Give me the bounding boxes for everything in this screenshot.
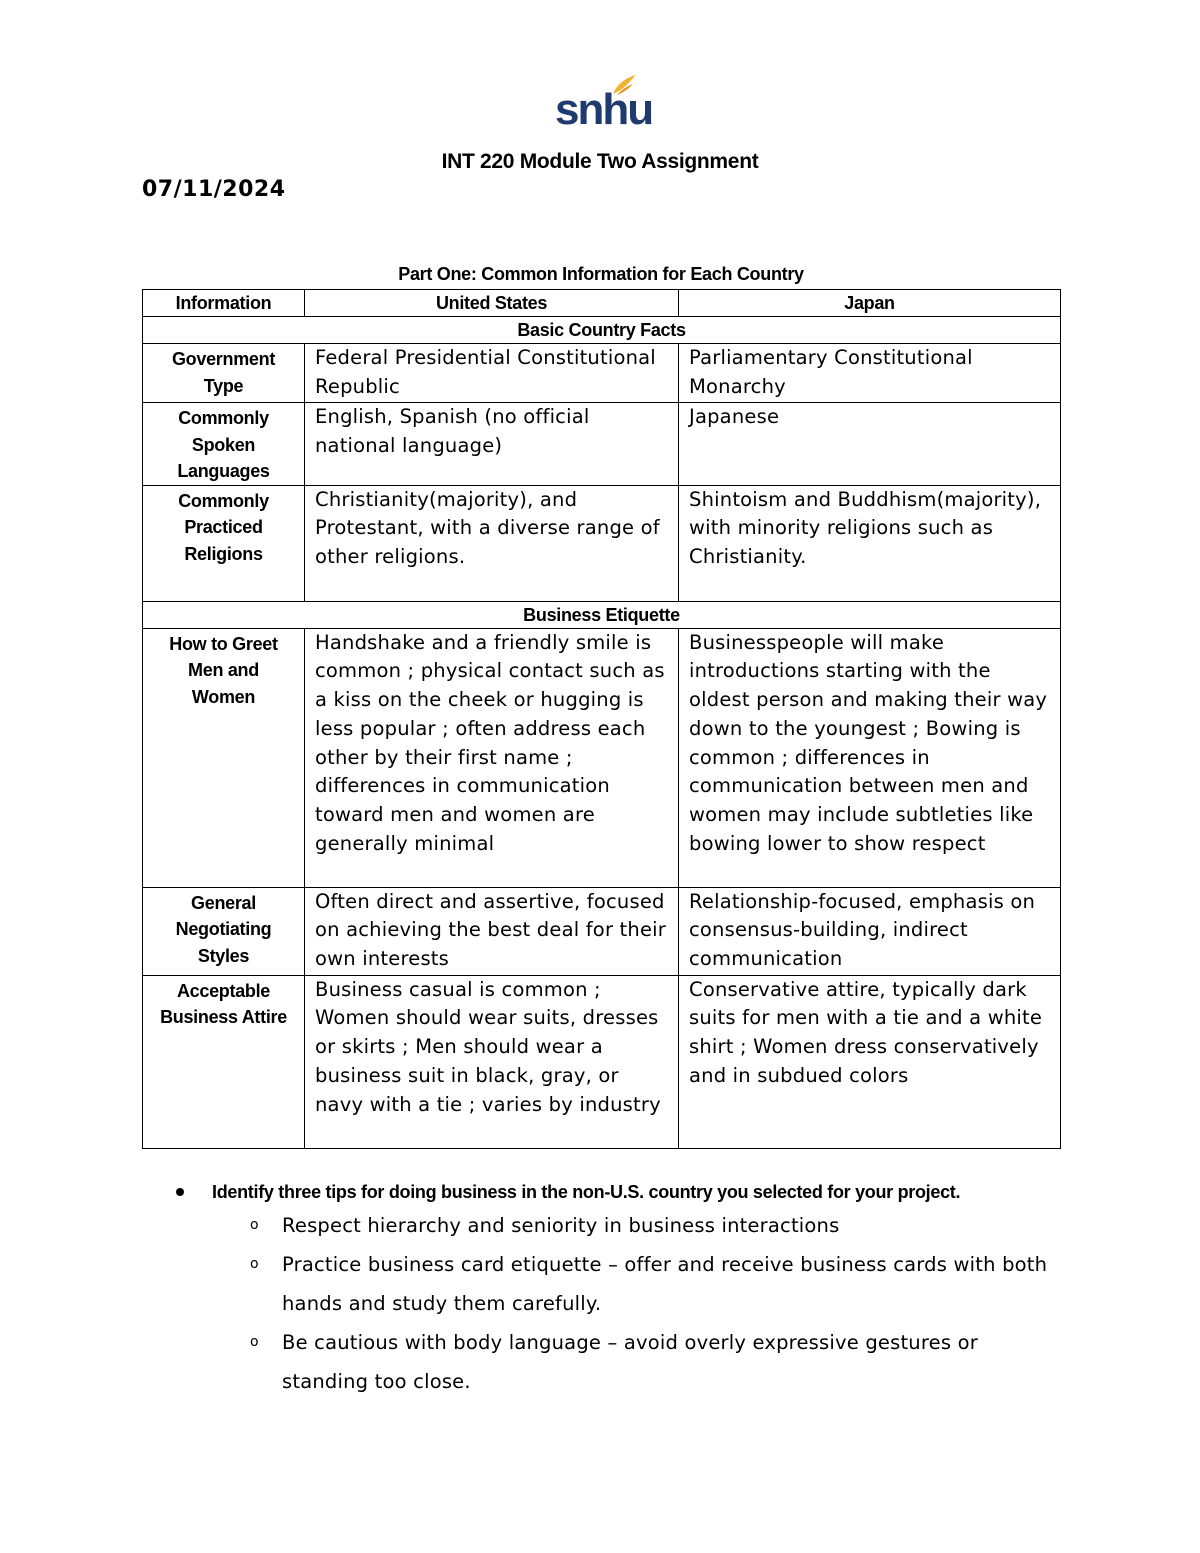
- japan-value: Conservative attire, typically dark suits for men with a tie and a white shirt ; Women dress conservatively and in subdued colors: [679, 975, 1061, 1148]
- page-title: INT 220 Module Two Assignment: [441, 150, 759, 173]
- row-label: General Negotiating Styles: [143, 887, 305, 975]
- table-row: [143, 887, 1061, 975]
- row-label: Commonly Spoken Languages: [143, 403, 305, 486]
- us-value: Often direct and assertive, focused on achieving the best deal for their own interests: [305, 887, 679, 975]
- row-label: Government Type: [143, 344, 305, 403]
- table-row: [143, 403, 1061, 486]
- tip-text: Respect hierarchy and seniority in business interactions: [282, 1214, 840, 1237]
- japan-value: Relationship-focused, emphasis on consensus-building, indirect communication: [679, 887, 1061, 975]
- us-value: Christianity(majority), and Protestant, with a diverse range of other religions.: [305, 485, 679, 601]
- column-header-united-states: United States: [305, 290, 679, 317]
- logo-wordmark: snhu: [555, 85, 653, 134]
- table-row: [143, 344, 1061, 403]
- sub-bullet-icon: o: [250, 1217, 259, 1233]
- row-label: How to Greet Men and Women: [143, 628, 305, 887]
- tip-text: Practice business card etiquette – offer and receive business cards with both hands and study them carefully.: [282, 1253, 1048, 1315]
- us-value: English, Spanish (no official national language): [305, 403, 679, 486]
- document-date: 07/11/2024: [142, 177, 286, 202]
- section-row-basic-country-facts: [143, 317, 1061, 344]
- tips-list: [170, 1206, 1070, 1401]
- japan-value: Businesspeople will make introductions starting with the oldest person and making their way down to the youngest ; Bowing is common ; differences in communication between men and women may include subtleties like bowing lower to show respect: [679, 628, 1061, 887]
- sub-bullet-icon: o: [250, 1256, 259, 1272]
- list-item: [170, 1245, 1070, 1323]
- table-header-row: [143, 290, 1061, 317]
- section-title: Business Etiquette: [143, 601, 1061, 628]
- bullet-icon: [176, 1188, 184, 1196]
- tips-section: [170, 1178, 1070, 1401]
- list-item: [170, 1206, 1070, 1245]
- tip-text: Be cautious with body language – avoid overly expressive gestures or standing too close.: [282, 1331, 978, 1393]
- snhu-logo: [555, 74, 653, 134]
- tips-prompt: [170, 1178, 1070, 1206]
- tips-prompt-text: Identify three tips for doing business in the non-U.S. country you selected for your project.: [212, 1182, 961, 1202]
- table-row: [143, 975, 1061, 1148]
- us-value: Federal Presidential Constitutional Republic: [305, 344, 679, 403]
- table-caption: Part One: Common Information for Each Country: [398, 264, 804, 284]
- row-label: Acceptable Business Attire: [143, 975, 305, 1148]
- japan-value: Shintoism and Buddhism(majority), with minority religions such as Christianity.: [679, 485, 1061, 601]
- us-value: Handshake and a friendly smile is common ; physical contact such as a kiss on the cheek or hugging is less popular ; often address each other by their first name ; differences in communication toward men and women are generally minimal: [305, 628, 679, 887]
- column-header-japan: Japan: [679, 290, 1061, 317]
- country-info-table: [142, 289, 1061, 1149]
- japan-value: Parliamentary Constitutional Monarchy: [679, 344, 1061, 403]
- section-row-business-etiquette: [143, 601, 1061, 628]
- list-item: [170, 1323, 1070, 1401]
- table-row: [143, 628, 1061, 887]
- column-header-information: Information: [143, 290, 305, 317]
- sub-bullet-icon: o: [250, 1334, 259, 1350]
- row-label: Commonly Practiced Religions: [143, 485, 305, 601]
- section-title: Basic Country Facts: [143, 317, 1061, 344]
- japan-value: Japanese: [679, 403, 1061, 486]
- table-row: [143, 485, 1061, 601]
- us-value: Business casual is common ; Women should wear suits, dresses or skirts ; Men should wear a business suit in black, gray, or navy with a tie ; varies by industry: [305, 975, 679, 1148]
